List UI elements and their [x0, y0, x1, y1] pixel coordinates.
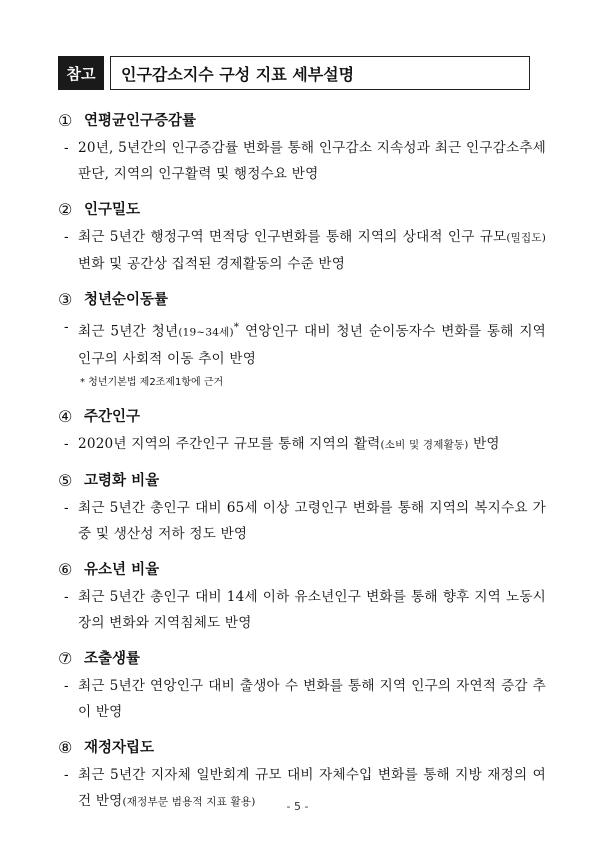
bullet-dash: -	[64, 677, 69, 694]
section-number: ①	[58, 111, 73, 130]
section-number: ④	[58, 406, 73, 426]
indicator-section-4	[58, 403, 546, 458]
section-title: 청년순이동률	[84, 292, 169, 308]
item-annotation: (소비 및 경제활동)	[380, 438, 469, 451]
item-text: 최근 5년간 지자체 일반회계 규모 대비 자체수입 변화를 통해 지방 재정의 여건 반영	[78, 766, 546, 809]
section-title: 조출생률	[84, 650, 141, 667]
section-number: ⑧	[58, 737, 73, 757]
reference-tag: 참고	[58, 56, 104, 90]
item-annotation: (재정부문 범용적 지표 활용)	[122, 795, 256, 808]
item-text: 최근 5년간 연앙인구 대비 출생아 수 변화를 통해 지역 인구의 자연적 증감 추이 반영	[78, 677, 546, 720]
page-title: 인구감소지수 구성 지표 세부설명	[110, 56, 530, 90]
list-item	[58, 224, 546, 277]
item-annotation: (밀집도)	[506, 232, 546, 244]
section-number: ⑥	[58, 559, 73, 579]
footnote: * 청년기본법 제2조제1항에 근거	[80, 376, 224, 388]
item-text: 최근 5년간 총인구 대비 14세 이하 유소년인구 변화를 통해 향후 지역 노동시장의 변화와 지역침체도 반영	[78, 588, 546, 631]
item-text-cont: 연앙인구 대비 청년 순이동자수 변화를 통해 지역 인구의 사회적 이동 추이 반영	[78, 323, 546, 367]
item-text: 최근 5년간 총인구 대비 65세 이상 고령인구 변화를 통해 지역의 복지수요 가중 및 생산성 저하 정도 반영	[78, 499, 546, 542]
item-text: 2020년 지역의 주간인구 규모를 통해 지역의 활력	[78, 435, 381, 452]
indicator-section-2	[58, 196, 546, 277]
item-text: 최근 5년간 행정구역 면적당 인구변화를 통해 지역의 상대적 인구 규모	[78, 229, 507, 245]
bullet-dash: -	[64, 499, 69, 516]
bullet-dash: -	[64, 319, 69, 335]
section-title: 유소년 비율	[84, 561, 160, 578]
list-item	[58, 431, 546, 458]
indicator-section-6	[58, 556, 546, 636]
section-number: ②	[58, 200, 73, 219]
section-number: ③	[58, 290, 73, 309]
section-title: 주간인구	[84, 408, 141, 425]
section-title: 연평균인구증감률	[84, 113, 197, 129]
item-text-cont: 반영	[468, 435, 500, 452]
footnote-marker: *	[233, 321, 240, 333]
item-text: 20년, 5년간의 인구증감률 변화를 통해 인구감소 지속성과 최근 인구감소추세 판단, 지역의 인구활력 및 행정수요 반영	[78, 140, 546, 182]
indicator-section-7	[58, 645, 546, 725]
list-item	[58, 135, 546, 187]
item-text-cont: 변화 및 공간상 집적된 경제활동의 수준 반영	[78, 256, 346, 272]
section-title: 재정자립도	[84, 739, 155, 756]
list-item	[58, 673, 546, 725]
section-title: 고령화 비율	[84, 472, 160, 489]
bullet-dash: -	[64, 140, 69, 156]
indicator-section-1	[58, 107, 546, 187]
section-number: ⑦	[58, 648, 73, 668]
section-header	[58, 56, 530, 90]
list-item	[58, 584, 546, 636]
page-number: - 5 -	[286, 800, 309, 813]
bullet-dash: -	[64, 766, 69, 783]
item-annotation: (19~34세)	[178, 326, 234, 339]
bullet-dash: -	[64, 229, 69, 245]
indicator-section-5	[58, 467, 546, 547]
list-item	[58, 495, 546, 547]
indicator-list	[58, 98, 546, 815]
indicator-section-3	[58, 286, 546, 394]
item-text: 최근 5년간 청년	[78, 323, 179, 340]
bullet-dash: -	[64, 588, 69, 605]
section-number: ⑤	[58, 470, 73, 490]
list-item	[58, 314, 546, 372]
bullet-dash: -	[64, 435, 69, 452]
section-title: 인구밀도	[84, 202, 141, 218]
